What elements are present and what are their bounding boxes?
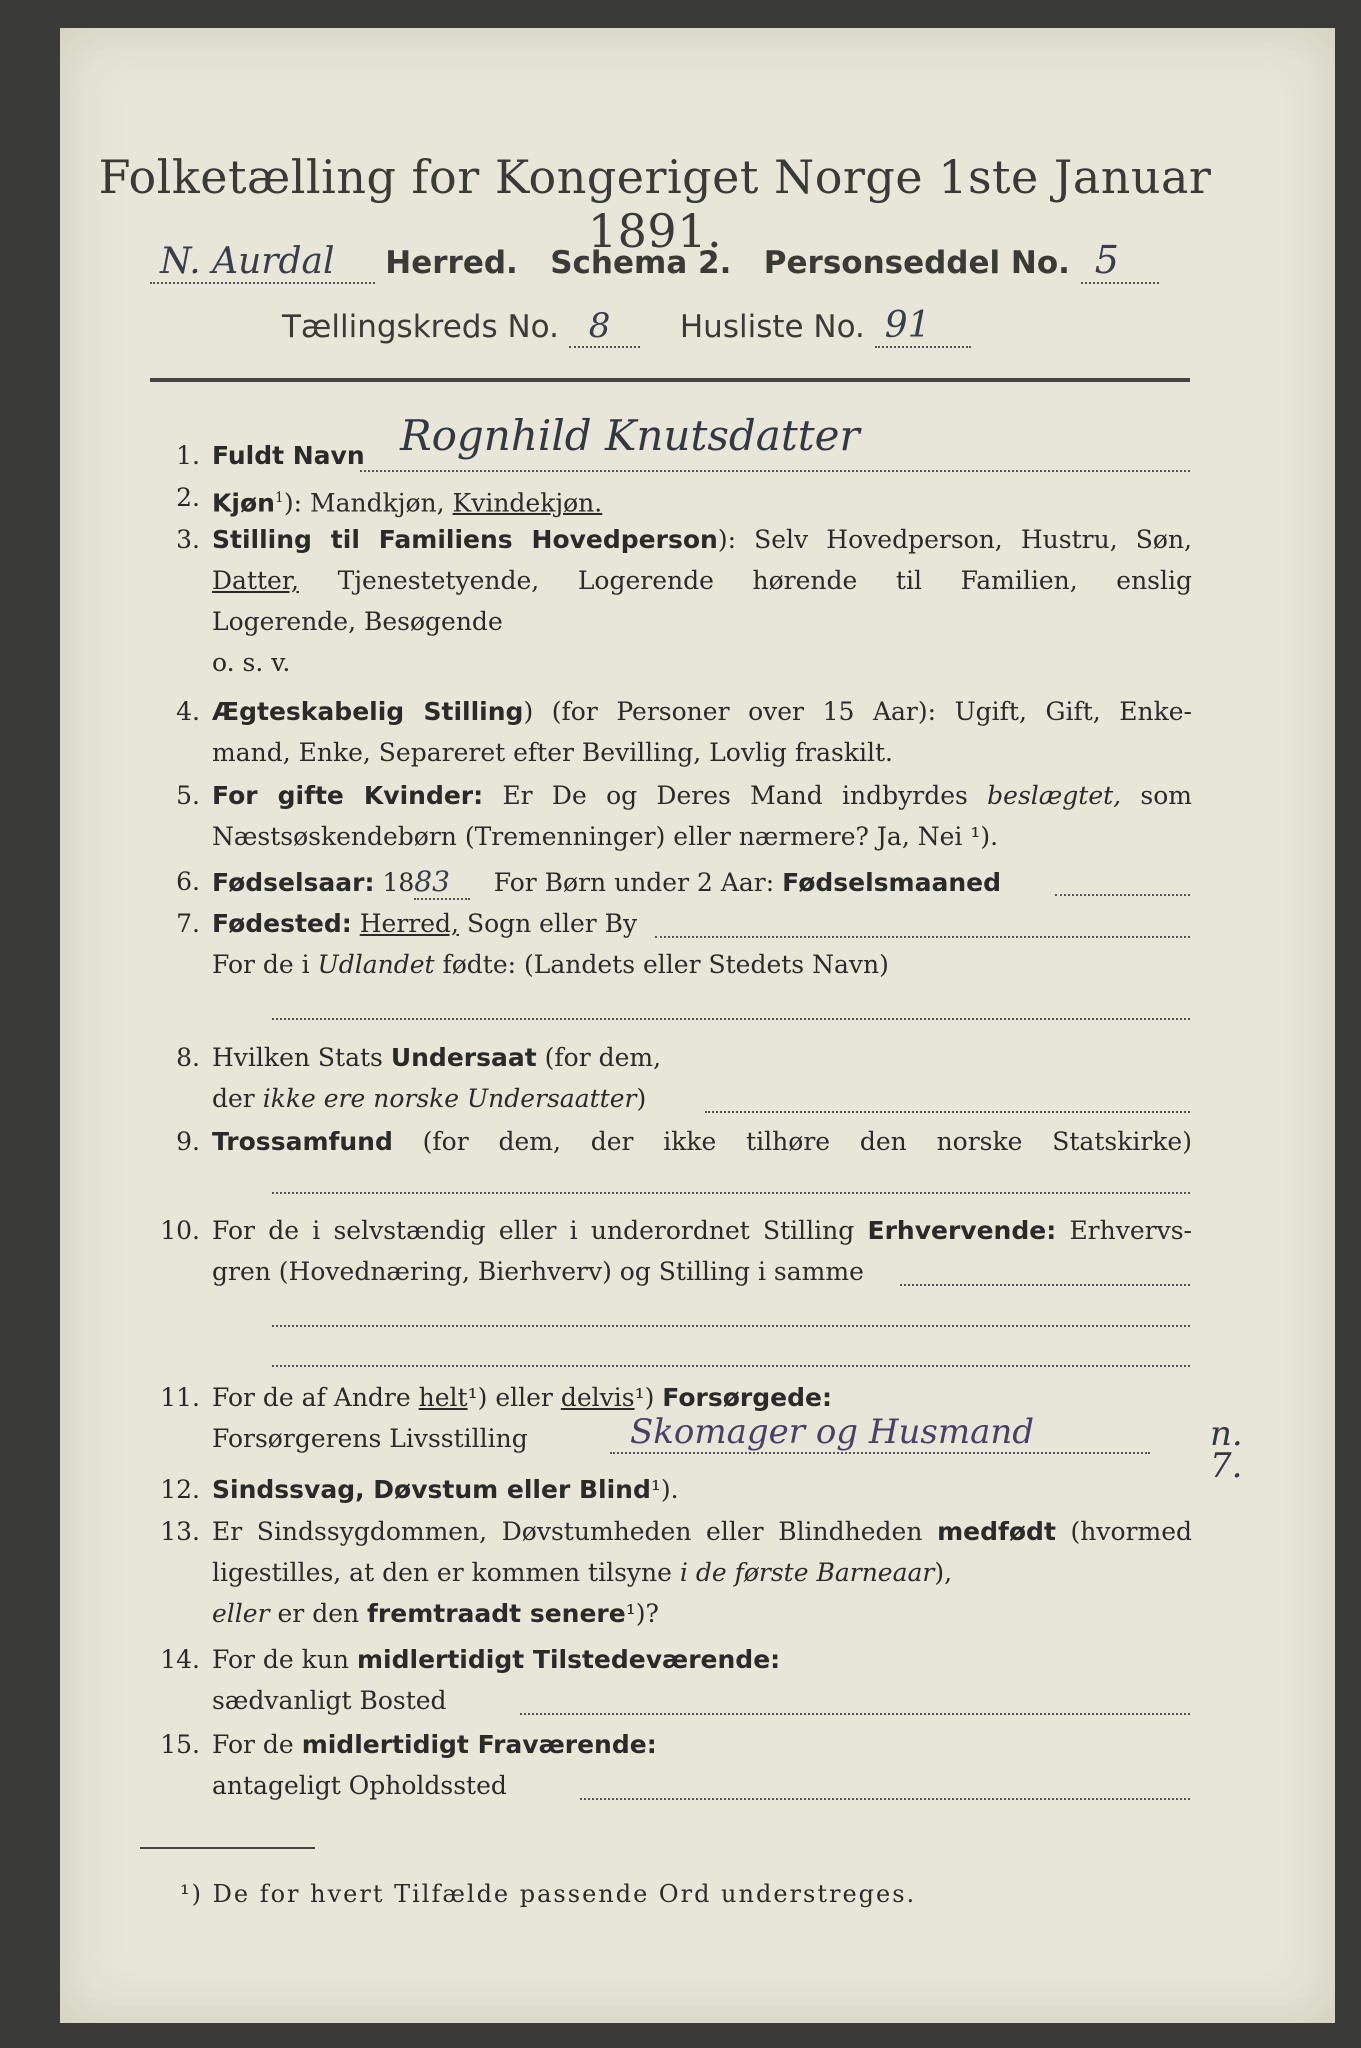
item-number: 15.: [160, 1730, 200, 1759]
congenital-line3-italic: eller: [212, 1599, 270, 1628]
kreds-value: 8: [569, 306, 641, 348]
supported-text-mid: ¹) eller: [467, 1383, 553, 1412]
family-position-options-line2: Tjenestetyende, Logerende hørende til Familien, enslig: [337, 566, 1192, 595]
congenital-line2-end: ),: [934, 1558, 953, 1587]
herred-label: Herred.: [385, 245, 518, 281]
footnote-mark: 1: [274, 490, 284, 506]
occupation-dotted-line-2: [272, 1325, 1190, 1327]
religion-label: Trossamfund: [212, 1127, 393, 1156]
margin-note: n. 7.: [1210, 1414, 1243, 1486]
birth-year-prefix: 18: [382, 868, 415, 897]
supported-selected-delvis: delvis: [560, 1383, 635, 1412]
abroad-text-end: fødte: (Landets eller Stedets Navn): [442, 950, 889, 979]
marital-status-options-line2: mand, Enke, Separeret efter Bevilling, Lovlig fraskilt.: [212, 738, 893, 767]
kreds-line: [282, 305, 971, 346]
husliste-label: Husliste No.: [679, 309, 865, 345]
later-onset-label: fremtraadt senere: [367, 1599, 626, 1628]
abroad-text: For de i: [212, 950, 310, 979]
disability-label: Sindssvag, Døvstum eller Blind: [212, 1475, 651, 1504]
item-number: 9.: [176, 1127, 200, 1156]
item-number: 13.: [160, 1517, 200, 1546]
item-3-family-position: [150, 524, 1193, 677]
supporter-dotted-line: [610, 1452, 1150, 1454]
religion-condition: (for dem, der ikke tilhøre den norske Statskirke): [422, 1127, 1192, 1156]
birth-month-label: Fødselsmaaned: [782, 868, 1002, 897]
full-name-dotted-line: [360, 470, 1190, 472]
temporary-present-label: midlertidigt Tilstedeværende:: [356, 1645, 781, 1674]
occupation-text-end: Erhvervs-: [1069, 1216, 1193, 1245]
occupation-line2: gren (Hovednæring, Bierhverv) og Stilling i samme: [212, 1257, 864, 1286]
item-13-congenital: [150, 1516, 1193, 1641]
congenital-line3: er den: [277, 1599, 360, 1628]
sex-selected-option: Kvindekjøn.: [452, 488, 603, 518]
item-number: 12.: [160, 1475, 200, 1504]
married-women-question-italic: beslægtet,: [987, 781, 1122, 810]
occupation-dotted-line-1: [900, 1284, 1190, 1286]
citizenship-label: Undersaat: [390, 1043, 537, 1072]
personseddel-label: Personseddel No.: [763, 245, 1070, 281]
citizenship-line2-italic: ikke ere norske Undersaatter: [262, 1084, 637, 1113]
citizenship-text: Hvilken Stats: [212, 1043, 383, 1072]
item-number: 11.: [160, 1383, 200, 1412]
item-15-temporary-absent: [150, 1729, 1190, 1809]
item-8-citizenship: [150, 1042, 1190, 1122]
occupation-text: For de i selvstændig eller i underordnet Stilling: [212, 1216, 855, 1245]
item-9-religion: [150, 1126, 1190, 1196]
birthplace-options: Sogn eller By: [466, 909, 638, 938]
item-number: 1.: [176, 441, 200, 470]
sex-options: ): Mandkjøn,: [283, 488, 445, 518]
congenital-line3-end: ¹)?: [625, 1599, 659, 1628]
item-number: 7.: [176, 909, 200, 938]
item-number: 3.: [176, 525, 200, 554]
item-number: 8.: [176, 1043, 200, 1072]
temporary-present-text: For de kun: [212, 1645, 350, 1674]
birth-year-value: 83: [414, 865, 470, 900]
marital-status-label: Ægteskabelig Stilling: [212, 697, 524, 726]
full-name-value: Rognhild Knutsdatter: [400, 411, 860, 460]
occupation-dotted-line-3: [272, 1365, 1190, 1367]
footnote-rule: [140, 1847, 315, 1849]
occupation-label: Erhvervende:: [867, 1216, 1057, 1245]
birth-month-dotted-line: [1055, 894, 1190, 896]
herred-value: N. Aurdal: [150, 241, 375, 284]
abroad-dotted-line: [272, 1018, 1190, 1020]
item-number: 5.: [176, 781, 200, 810]
probable-residence-dotted-line: [580, 1798, 1190, 1800]
header-rule: [150, 378, 1190, 382]
kreds-label: Tællingskreds No.: [282, 309, 559, 345]
item-number: 10.: [160, 1216, 200, 1245]
citizenship-line2-end: ): [636, 1084, 647, 1113]
birthplace-selected: Herred,: [359, 909, 459, 938]
married-women-label: For gifte Kvinder:: [212, 781, 484, 810]
form-title: Folketælling for Kongeriget Norge 1ste Januar 1891.: [98, 150, 1212, 258]
item-14-temporary-present: [150, 1644, 1190, 1724]
supported-footnote-mark: ¹): [634, 1383, 655, 1412]
marital-status-options-line1: ) (for Personer over 15 Aar): Ugift, Gift, Enke-: [523, 697, 1193, 726]
family-position-options-line3: Logerende, Besøgende: [212, 607, 503, 636]
item-number: 6.: [176, 867, 200, 896]
item-11-supported: [150, 1382, 1243, 1486]
schema-label: Schema 2.: [550, 245, 732, 281]
item-number: 4.: [176, 697, 200, 726]
religion-dotted-line: [272, 1192, 1190, 1194]
disability-footnote: ¹).: [650, 1475, 679, 1504]
citizenship-line2: der: [212, 1084, 255, 1113]
husliste-value: 91: [875, 305, 971, 348]
congenital-text-end: (hvormed: [1070, 1517, 1193, 1546]
supported-text: For de af Andre: [212, 1383, 411, 1412]
congenital-text: Er Sindssygdommen, Døvstumheden eller Blindheden: [212, 1517, 923, 1546]
personseddel-value: 5: [1081, 238, 1159, 284]
married-women-question: Er De og Deres Mand indbyrdes: [502, 781, 968, 810]
sex-label: Kjøn: [212, 488, 275, 518]
birth-year-label: Fødselsaar:: [212, 868, 375, 897]
birth-month-condition: For Børn under 2 Aar:: [493, 868, 775, 897]
usual-residence-label: sædvanligt Bosted: [212, 1686, 447, 1715]
footnote: ¹) De for hvert Tilfælde passende Ord understreges.: [180, 1880, 917, 1908]
married-women-question-end: som: [1140, 781, 1192, 810]
herred-line: [150, 238, 1159, 282]
item-10-occupation: [150, 1215, 1193, 1370]
birthplace-label: Fødested:: [212, 909, 352, 938]
item-7-birthplace: [150, 908, 1190, 1018]
family-position-options-line1: ): Selv Hovedperson, Hustru, Søn,: [717, 525, 1193, 554]
abroad-italic: Udlandet: [317, 950, 435, 979]
full-name-label: Fuldt Navn: [212, 441, 365, 470]
item-number: 2.: [176, 483, 200, 512]
item-1-full-name: [150, 411, 1190, 480]
citizenship-text-end: (for dem,: [544, 1043, 662, 1072]
family-position-selected: Datter,: [212, 566, 299, 595]
supporter-occupation-label: Forsørgerens Livsstilling: [212, 1424, 528, 1453]
birthplace-dotted-line: [655, 936, 1190, 938]
usual-residence-dotted-line: [520, 1713, 1190, 1715]
congenital-line2: ligestilles, at den er kommen tilsyne: [212, 1558, 672, 1587]
supported-label: Forsørgede:: [662, 1383, 832, 1412]
congenital-label: medfødt: [937, 1517, 1056, 1546]
married-women-options: Næstsøskendebørn (Tremenninger) eller nærmere? Ja, Nei ¹).: [212, 822, 999, 851]
family-position-options-line4: o. s. v.: [212, 648, 291, 677]
probable-residence-label: antageligt Opholdssted: [212, 1771, 507, 1800]
supporter-occupation-value: Skomager og Husmand: [630, 1412, 1035, 1452]
family-position-label: Stilling til Familiens Hovedperson: [212, 525, 718, 554]
supported-selected-helt: helt: [418, 1383, 468, 1412]
item-number: 14.: [160, 1645, 200, 1674]
temporary-absent-label: midlertidigt Fraværende:: [301, 1730, 657, 1759]
temporary-absent-text: For de: [212, 1730, 294, 1759]
citizenship-dotted-line: [705, 1111, 1190, 1113]
congenital-line2-italic: i de første Barneaar: [679, 1558, 935, 1587]
